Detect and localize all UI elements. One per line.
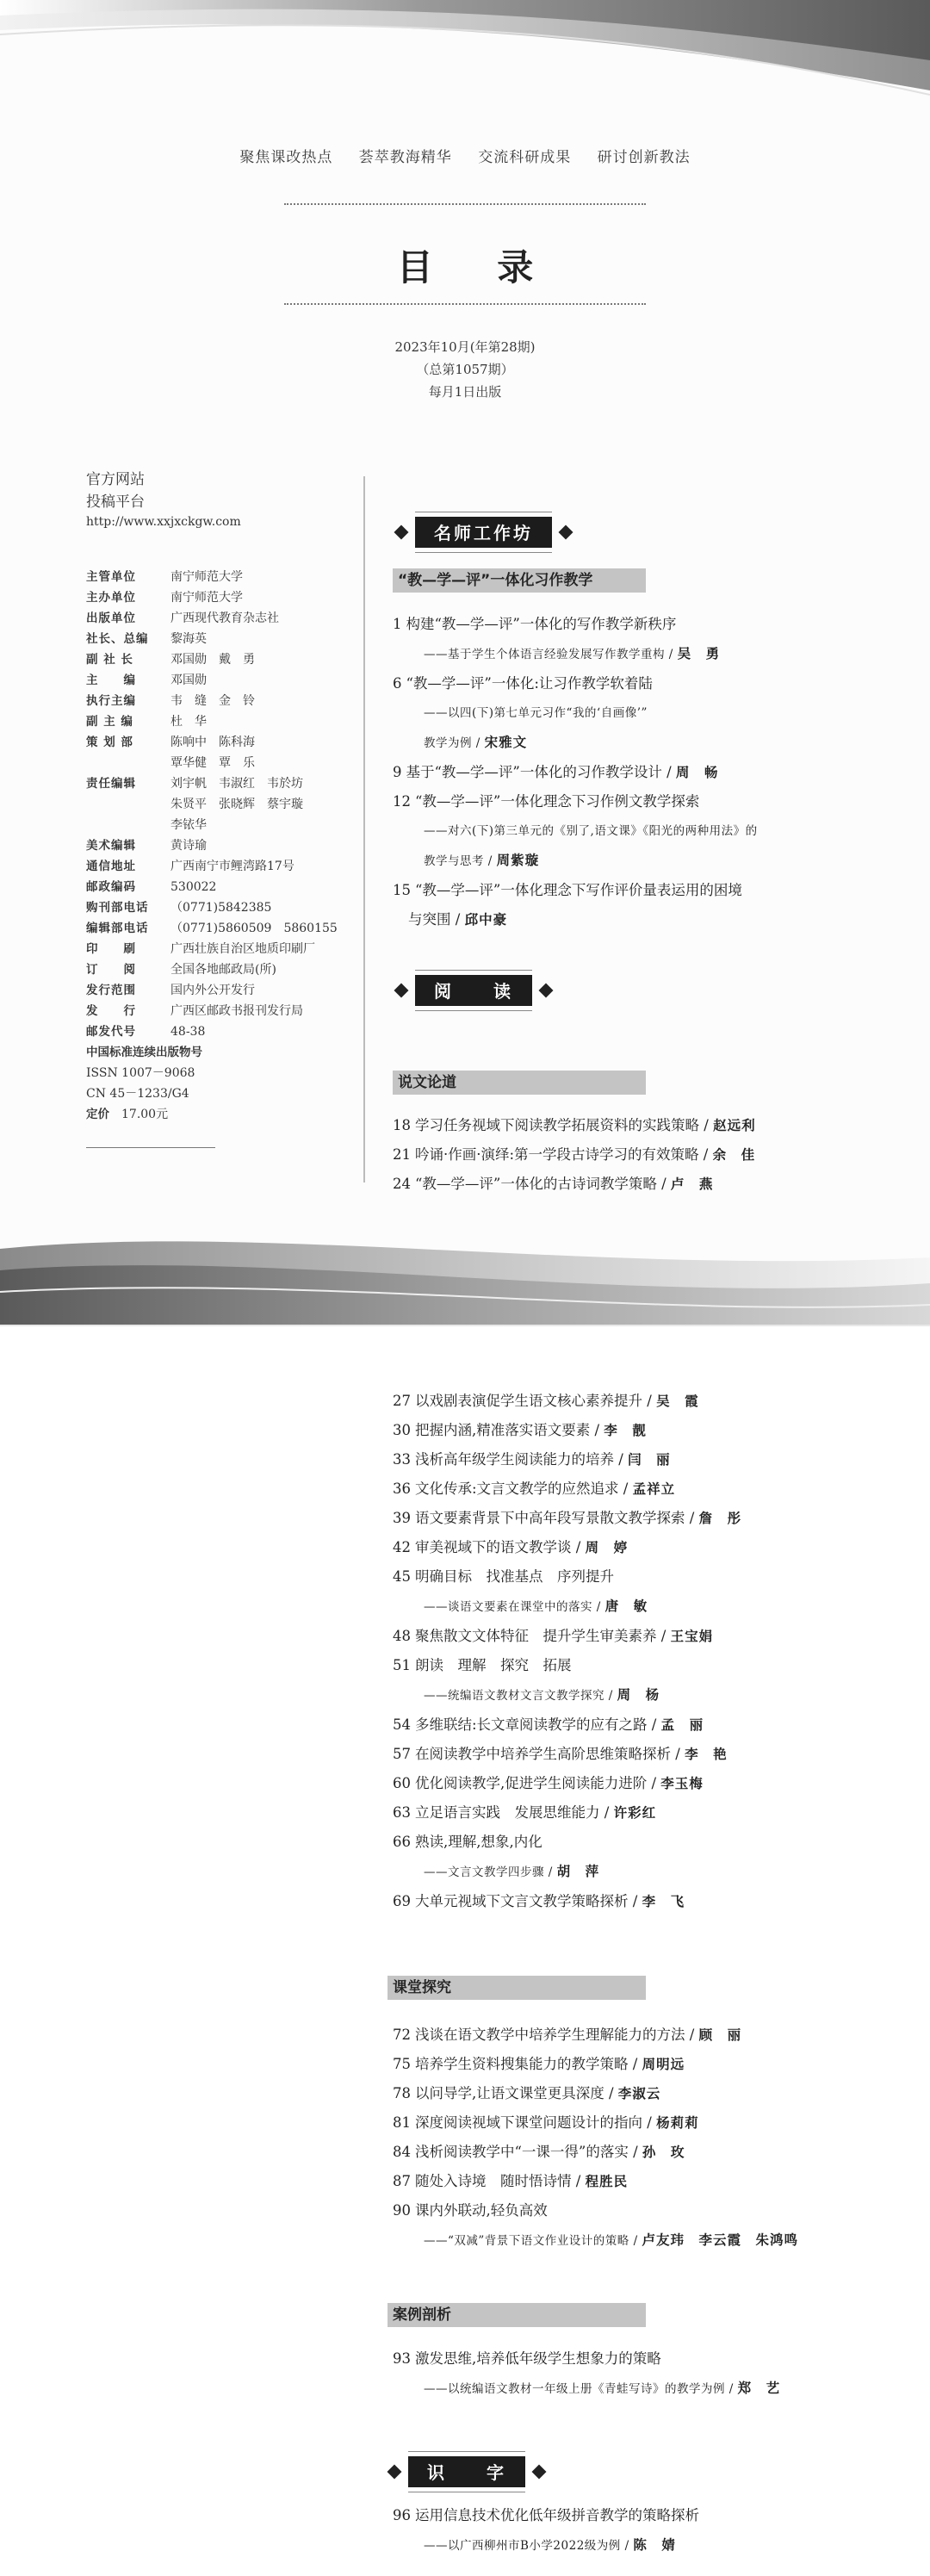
toc-entry[interactable] <box>393 1562 909 1592</box>
entry-title: 与突围 / <box>408 911 465 928</box>
masthead-key: 通信地址 <box>86 860 136 873</box>
entry-title: 文化传承:文言文教学的应然追求 / <box>415 1480 633 1497</box>
entry-title: “教—学—评”一体化理念下习作例文教学探索 <box>415 793 700 810</box>
entry-author: 宋雅文 <box>484 735 528 750</box>
diamond-icon <box>394 984 409 998</box>
entry-title: 大单元视域下文言文教学策略探析 / <box>415 1893 642 1909</box>
toc-entry[interactable] <box>393 2196 909 2225</box>
entry-title: 优化阅读教学,促进学生阅读能力进阶 / <box>415 1775 661 1791</box>
toc-entry-continuation[interactable] <box>393 639 909 669</box>
masthead-key: 副 社 长 <box>86 653 133 667</box>
masthead-value: 韦 缝 金 铃 <box>170 694 255 708</box>
entry-author: 孟祥立 <box>632 1481 676 1497</box>
masthead-key: 执行主编 <box>86 694 136 708</box>
toc-entry[interactable] <box>393 1474 909 1504</box>
masthead-key: 印 刷 <box>86 942 136 956</box>
toc-entry[interactable] <box>393 2167 909 2196</box>
toc-entry[interactable] <box>393 669 909 698</box>
masthead-row <box>86 649 370 670</box>
masthead-value: 刘宇帆 韦淑红 韦於坊 <box>170 777 303 791</box>
toc-entry[interactable] <box>393 787 909 816</box>
entry-author: 卢 燕 <box>670 1176 714 1192</box>
masthead-key: 社长、总编 <box>86 632 149 646</box>
masthead-row <box>86 670 370 691</box>
entry-title: 浅谈在语文教学中培养学生理解能力的方法 / <box>415 2027 699 2043</box>
toc-list-mingshi <box>393 610 909 934</box>
entry-title: ——基于学生个体语言经验发展写作教学重构 / <box>424 648 678 661</box>
entry-title: 教学与思考 / <box>424 854 497 868</box>
entry-title: “教—学—评”一体化理念下写作评价量表运用的困境 <box>415 882 742 898</box>
masthead-value: 覃华健 覃 乐 <box>170 756 255 770</box>
entry-author: 王宝娟 <box>670 1629 714 1644</box>
diamond-icon <box>559 525 574 540</box>
page-number: 12 <box>393 793 411 810</box>
entry-author: 周明远 <box>642 2057 685 2072</box>
page-number: 81 <box>393 2114 411 2131</box>
toc-entry[interactable] <box>393 2108 909 2138</box>
toc-entry[interactable] <box>393 1416 909 1445</box>
dotted-divider-top <box>284 203 646 205</box>
toc-entry-continuation[interactable] <box>393 2530 909 2560</box>
toc-entry[interactable] <box>393 2501 909 2530</box>
masthead-row <box>86 567 370 587</box>
entry-title: 语文要素背景下中高年段写景散文教学探索 / <box>415 1510 699 1526</box>
masthead-value: 广西南宁市鲤湾路17号 <box>170 860 294 873</box>
page-number: 87 <box>393 2173 411 2189</box>
masthead-value: 黄诗瑜 <box>170 839 207 853</box>
entry-author: 周 畅 <box>675 765 719 780</box>
toc-entry-continuation[interactable] <box>393 728 909 758</box>
subsection-shuowen: 说文论道 <box>393 1071 646 1095</box>
page-number: 6 <box>393 675 402 692</box>
entry-title: 教学为例 / <box>424 736 485 750</box>
diamond-icon <box>539 984 554 998</box>
entry-author: 赵远利 <box>713 1118 756 1133</box>
section-label: 阅 读 <box>415 975 532 1006</box>
entry-author: 程胜民 <box>585 2174 629 2189</box>
entry-author: 詹 彤 <box>698 1511 742 1526</box>
page-number: 48 <box>393 1628 411 1644</box>
masthead-value: 朱贤平 张晓辉 蔡宇璇 <box>170 798 303 811</box>
masthead-value: 国内外公开发行 <box>170 984 255 997</box>
masthead-key <box>86 753 170 773</box>
masthead-row <box>86 939 370 959</box>
toc-list-anli <box>393 2344 909 2404</box>
serial-number-label: 中国标准连续出版物号 <box>86 1046 202 1059</box>
page-title: 目 录 <box>396 246 560 289</box>
toc-entry-continuation[interactable] <box>393 1680 909 1710</box>
masthead-value: 李铱华 <box>170 818 207 832</box>
cn-number: CN 45－1233/G4 <box>86 1087 189 1101</box>
masthead-value: （0771)5860509 5860155 <box>170 922 338 935</box>
diamond-icon <box>532 2465 547 2480</box>
entry-author: 杨莉莉 <box>656 2115 699 2131</box>
masthead-value: 杜 华 <box>170 715 207 729</box>
masthead-row <box>86 1001 370 1021</box>
column-divider <box>363 476 365 1182</box>
entry-title: ——以四(下)第七单元习作“我的‘自画像’” <box>424 706 648 720</box>
masthead-row <box>86 691 370 711</box>
entry-title: 聚焦散文文体特征 提升学生审美素养 / <box>415 1628 671 1644</box>
masthead-key: 购刊部电话 <box>86 901 149 915</box>
entry-title: 随处入诗境 随时悟诗情 / <box>415 2173 586 2189</box>
bottom-wave-decoration <box>0 1223 930 1326</box>
entry-title: 构建“教—学—评”一体化的写作教学新秩序 <box>406 616 677 632</box>
slogan-1: 聚焦课改热点 <box>239 149 333 166</box>
page-number: 30 <box>393 1422 411 1438</box>
entry-title: 浅析高年级学生阅读能力的培养 / <box>415 1451 629 1468</box>
entry-title: 审美视域下的语文教学谈 / <box>415 1539 586 1555</box>
price-value: 17.00元 <box>121 1108 169 1121</box>
masthead-value: 陈响中 陈科海 <box>170 736 255 749</box>
dotted-divider-bottom <box>284 303 646 305</box>
toc-list-yuedu-continued <box>393 1387 909 1916</box>
masthead-row <box>86 897 370 918</box>
toc-entry[interactable] <box>393 1387 909 1416</box>
masthead-key: 发行范围 <box>86 984 136 997</box>
entry-author: 孙 玫 <box>642 2145 685 2160</box>
masthead-row <box>86 732 370 753</box>
page-number: 1 <box>393 616 402 632</box>
masthead-value: 广西现代教育杂志社 <box>170 611 279 625</box>
entry-title: 立足语言实践 发展思维能力 / <box>415 1804 614 1821</box>
site-url-link[interactable]: http://www.xxjxckgw.com <box>86 515 241 529</box>
toc-entry[interactable] <box>393 1710 909 1740</box>
page-number: 93 <box>393 2350 411 2367</box>
toc-entry[interactable] <box>393 876 909 905</box>
slogans <box>0 145 930 166</box>
toc-entry[interactable] <box>393 1798 909 1828</box>
page-number: 9 <box>393 764 402 780</box>
page-number: 51 <box>393 1657 411 1673</box>
issue-schedule: 每月1日出版 <box>428 384 502 400</box>
entry-author: 李 艳 <box>685 1747 728 1762</box>
masthead-key <box>86 794 170 815</box>
entry-title: 学习任务视域下阅读教学拓展资料的实践策略 / <box>415 1117 714 1133</box>
masthead-row <box>86 711 370 732</box>
entry-title: 基于“教—学—评”一体化的习作教学设计 / <box>406 764 676 780</box>
masthead-value: 530022 <box>170 880 217 894</box>
toc-list-ketang <box>393 2020 909 2256</box>
entry-title: “教—学—评”一体化的古诗词教学策略 / <box>415 1176 671 1192</box>
entry-author: 李玉梅 <box>660 1776 704 1791</box>
entry-title: 多维联结:长文章阅读教学的应有之路 / <box>415 1716 661 1733</box>
entry-title: 以戏剧表演促学生语文核心素养提升 / <box>415 1393 657 1409</box>
toc-entry-continuation[interactable] <box>393 816 909 846</box>
masthead-key <box>86 815 170 835</box>
masthead-value: 黎海英 <box>170 632 207 646</box>
entry-author: 李 靓 <box>604 1423 647 1438</box>
toc-entry[interactable] <box>393 2344 909 2374</box>
toc-entry[interactable] <box>393 2079 909 2108</box>
toc-entry[interactable] <box>393 1445 909 1474</box>
masthead-key: 邮发代号 <box>86 1025 136 1039</box>
toc-entry[interactable] <box>393 1887 909 1916</box>
slogan-2: 荟萃教海精华 <box>358 149 452 166</box>
entry-author: 吴 霞 <box>656 1394 699 1409</box>
masthead-row <box>86 773 370 794</box>
masthead-key: 邮政编码 <box>86 880 136 894</box>
page-number: 24 <box>393 1176 411 1192</box>
masthead-row <box>86 587 370 608</box>
diamond-icon <box>394 525 409 540</box>
toc-entry[interactable] <box>393 758 909 787</box>
page-number: 72 <box>393 2027 411 2043</box>
entry-title: 吟诵·作画·演绎:第一学段古诗学习的有效策略 / <box>415 1146 713 1163</box>
masthead-value: 48-38 <box>170 1025 206 1039</box>
masthead-key: 订 阅 <box>86 963 136 977</box>
entry-author: 唐 敏 <box>604 1598 648 1614</box>
toc-entry-continuation[interactable] <box>393 2225 909 2256</box>
entry-author: 周 婷 <box>585 1540 629 1555</box>
toc-entry[interactable] <box>393 1622 909 1651</box>
toc-entry[interactable] <box>393 2050 909 2079</box>
entry-title: 激发思维,培养低年级学生想象力的策略 <box>415 2350 661 2367</box>
section-header-shizi <box>389 2456 544 2487</box>
entry-author: 吴 勇 <box>677 646 721 661</box>
entry-title: 明确目标 找准基点 序列提升 <box>415 1568 614 1585</box>
masthead-row <box>86 794 370 815</box>
masthead-row <box>86 815 370 835</box>
page-number: 33 <box>393 1451 411 1468</box>
section-label: 名师工作坊 <box>415 517 552 548</box>
masthead-key: 主管单位 <box>86 570 136 584</box>
entry-title: 以问导学,让语文课堂更具深度 / <box>415 2085 618 2101</box>
toc-entry-continuation[interactable] <box>393 1857 909 1887</box>
toc-list-shizi <box>393 2501 909 2560</box>
entry-author: 李 飞 <box>642 1894 685 1909</box>
entry-title: 在阅读教学中培养学生高阶思维策略探析 / <box>415 1746 685 1762</box>
masthead-value: （0771)5842385 <box>170 901 272 915</box>
toc-entry[interactable] <box>393 1769 909 1798</box>
entry-author: 孟 丽 <box>660 1717 704 1733</box>
entry-title: 深度阅读视域下课堂问题设计的指向 / <box>415 2114 657 2131</box>
entry-title: 课内外联动,轻负高效 <box>415 2202 548 2219</box>
top-wave-decoration <box>0 0 930 103</box>
masthead-value: 广西壮族自治区地质印刷厂 <box>170 942 315 956</box>
issue-total: （总第1057期） <box>416 362 514 377</box>
entry-title: ——统编语文教材文言文教学探究 / <box>424 1689 617 1703</box>
page-number: 21 <box>393 1146 411 1163</box>
toc-entry[interactable] <box>393 2138 909 2167</box>
masthead-value: 邓国勋 <box>170 673 207 687</box>
toc-entry-continuation[interactable] <box>393 846 909 876</box>
diamond-icon <box>388 2465 402 2480</box>
toc-entry[interactable] <box>393 1740 909 1769</box>
page-number: 18 <box>393 1117 411 1133</box>
masthead-row <box>86 753 370 773</box>
submit-platform-label: 投稿平台 <box>86 493 145 511</box>
page-number: 69 <box>393 1893 411 1909</box>
entry-author: 李淑云 <box>617 2086 661 2101</box>
entry-author: 陈 婧 <box>633 2537 676 2553</box>
masthead-key: 策 划 部 <box>86 736 133 749</box>
masthead-row <box>86 959 370 980</box>
masthead-row <box>86 980 370 1001</box>
masthead-value: 全国各地邮政局(所) <box>170 963 276 977</box>
toc-entry[interactable] <box>393 1170 909 1199</box>
toc-entry[interactable] <box>393 1111 909 1140</box>
entry-title: 运用信息技术优化低年级拼音教学的策略探析 <box>415 2507 699 2523</box>
masthead-row <box>86 877 370 897</box>
entry-author: 郑 艺 <box>737 2380 781 2396</box>
entry-title: ——以广西柳州市B小学2022级为例 / <box>424 2539 634 2553</box>
masthead-key: 编辑部电话 <box>86 922 149 935</box>
toc-entry-continuation[interactable] <box>393 905 909 934</box>
entry-title: ——文言文教学四步骤 / <box>424 1865 557 1879</box>
toc-entry[interactable] <box>393 1828 909 1857</box>
toc-page-2 <box>0 1326 930 2576</box>
masthead-key: 主办单位 <box>86 591 136 605</box>
masthead-row <box>86 856 370 877</box>
masthead-row <box>86 918 370 939</box>
entry-author: 胡 萍 <box>556 1864 600 1879</box>
toc-entry[interactable] <box>393 610 909 639</box>
toc-entry[interactable] <box>393 1504 909 1533</box>
toc-entry[interactable] <box>393 1140 909 1170</box>
entry-title: ——对六(下)第三单元的《别了,语文课》《阳光的两种用法》的 <box>424 824 758 838</box>
entry-title: 浅析阅读教学中“一课一得”的落实 / <box>415 2144 642 2160</box>
masthead <box>86 567 370 1148</box>
page-number: 54 <box>393 1716 411 1733</box>
masthead-key: 主 编 <box>86 673 136 687</box>
toc-entry[interactable] <box>393 1533 909 1562</box>
page-number: 66 <box>393 1834 411 1850</box>
entry-author: 许彩红 <box>613 1805 657 1821</box>
issue-date: 2023年10月(年第28期) <box>394 339 536 355</box>
toc-entry-continuation[interactable] <box>393 698 909 728</box>
page-number: 45 <box>393 1568 411 1585</box>
entry-author: 邱中豪 <box>464 912 508 928</box>
masthead-key: 出版单位 <box>86 611 136 625</box>
masthead-key: 责任编辑 <box>86 777 136 791</box>
masthead-value: 南宁师范大学 <box>170 570 243 584</box>
price-label: 定价 <box>86 1108 109 1121</box>
masthead-key: 发 行 <box>86 1004 136 1018</box>
entry-title: ——谈语文要素在课堂中的落实 / <box>424 1600 605 1614</box>
section-label: 识 字 <box>408 2456 525 2487</box>
masthead-value: 邓国勋 戴 勇 <box>170 653 255 667</box>
page-number: 27 <box>393 1393 411 1409</box>
toc-entry-continuation[interactable] <box>393 2374 909 2404</box>
page-number: 84 <box>393 2144 411 2160</box>
entry-title: ——“双减”背景下语文作业设计的策略 / <box>424 2234 642 2248</box>
masthead-key: 美术编辑 <box>86 839 136 853</box>
page-number: 39 <box>393 1510 411 1526</box>
entry-author: 余 佳 <box>712 1147 756 1163</box>
masthead-value: 广西区邮政书报刊发行局 <box>170 1004 303 1018</box>
page-number: 96 <box>393 2507 411 2523</box>
subsection-jiaoxueping: “教—学—评”一体化习作教学 <box>393 568 646 593</box>
entry-title: 朗读 理解 探究 拓展 <box>415 1657 572 1673</box>
masthead-row <box>86 1021 370 1042</box>
toc-entry[interactable] <box>393 1651 909 1680</box>
issn-number: ISSN 1007－9068 <box>86 1066 195 1080</box>
entry-title: 把握内涵,精准落实语文要素 / <box>415 1422 604 1438</box>
subsection-anli: 案例剖析 <box>388 2303 646 2327</box>
page-number: 78 <box>393 2085 411 2101</box>
masthead-row <box>86 629 370 649</box>
page-number: 57 <box>393 1746 411 1762</box>
page-number: 63 <box>393 1804 411 1821</box>
entry-title: ——以统编语文教材一年级上册《青蛙写诗》的教学为例 / <box>424 2382 738 2396</box>
page-number: 15 <box>393 882 411 898</box>
page-number: 60 <box>393 1775 411 1791</box>
page-number: 75 <box>393 2056 411 2072</box>
slogan-3: 交流科研成果 <box>478 149 572 166</box>
entry-author: 周 杨 <box>617 1687 660 1703</box>
toc-entry[interactable] <box>393 2020 909 2050</box>
slogan-4: 研讨创新教法 <box>597 149 691 166</box>
section-header-mingshi <box>396 517 571 548</box>
masthead-key: 副 主 编 <box>86 715 133 729</box>
toc-list-yuedu <box>393 1111 909 1199</box>
section-header-yuedu <box>396 975 551 1006</box>
entry-title: 熟读,理解,想象,内化 <box>415 1834 542 1850</box>
masthead-row <box>86 835 370 856</box>
masthead-value: 南宁师范大学 <box>170 591 243 605</box>
page-number: 36 <box>393 1480 411 1497</box>
masthead-row <box>86 608 370 629</box>
page-number: 42 <box>393 1539 411 1555</box>
entry-author: 顾 丽 <box>698 2027 742 2043</box>
entry-author: 周紫璇 <box>496 853 540 868</box>
official-site-label: 官方网站 <box>86 471 145 488</box>
price-row <box>86 1104 370 1125</box>
entry-author: 闫 丽 <box>628 1452 671 1468</box>
toc-entry-continuation[interactable] <box>393 1592 909 1622</box>
entry-title: 培养学生资料搜集能力的教学策略 / <box>415 2056 642 2072</box>
entry-author: 卢友玮 李云霞 朱鸿鸣 <box>642 2232 798 2248</box>
entry-title: “教—学—评”一体化:让习作教学软着陆 <box>406 675 653 692</box>
subsection-ketang: 课堂探究 <box>388 1976 646 2000</box>
sidebar-rule <box>86 1147 215 1148</box>
page-number: 90 <box>393 2202 411 2219</box>
